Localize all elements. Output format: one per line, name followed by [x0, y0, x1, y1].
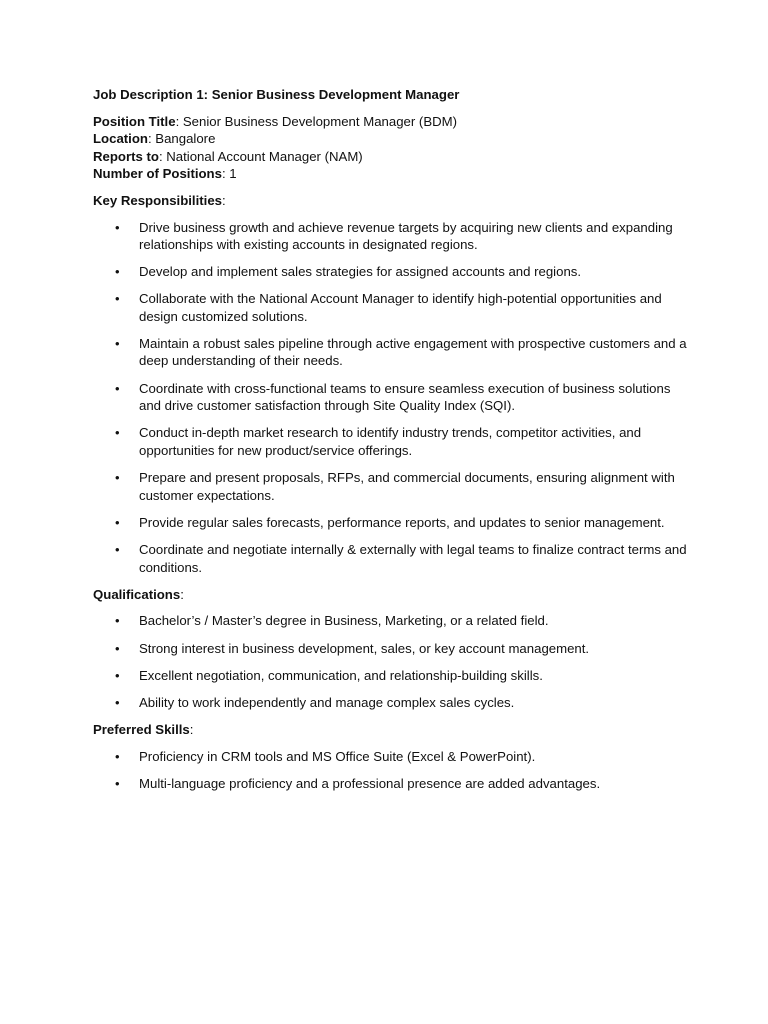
list-item — [93, 469, 693, 504]
list-item-text: Maintain a robust sales pipeline through active engagement with prospective customers and a deep understanding of their needs. — [139, 335, 687, 369]
list-item-text: Develop and implement sales strategies for assigned accounts and regions. — [139, 263, 582, 279]
meta-value: : Bangalore — [147, 131, 216, 147]
list-item-text: Proficiency in CRM tools and MS Office Suite (Excel & PowerPoint). — [139, 748, 536, 764]
document-page — [93, 86, 693, 802]
list-item — [93, 541, 693, 576]
qualifications-list — [93, 612, 693, 711]
list-item-text: Coordinate and negotiate internally & externally with legal teams to finalize contract terms and conditions. — [139, 542, 687, 575]
list-item — [93, 263, 693, 281]
list-item-text: Prepare and present proposals, RFPs, and commercial documents, ensuring alignment with customer expectations. — [139, 470, 675, 503]
meta-location — [93, 130, 693, 148]
bullet-icon: • — [115, 667, 120, 683]
section-colon: : — [180, 586, 184, 602]
section-colon: : — [189, 722, 194, 738]
section-label: Preferred Skills — [93, 722, 190, 738]
bullet-icon: • — [115, 775, 120, 791]
bullet-icon: • — [115, 514, 120, 530]
bullet-icon: • — [115, 335, 120, 351]
bullet-icon: • — [115, 470, 120, 486]
bullet-icon: • — [115, 640, 120, 656]
meta-position-title — [93, 113, 693, 131]
list-item — [93, 748, 693, 766]
responsibilities-list — [93, 219, 693, 577]
bullet-icon: • — [115, 380, 120, 396]
bullet-icon: • — [115, 219, 120, 235]
bullet-icon: • — [115, 425, 120, 441]
list-item-text: Conduct in-depth market research to identify industry trends, competitor activities, and opportunities for new product/service offerings. — [139, 425, 642, 458]
list-item — [93, 640, 693, 658]
list-item-text: Collaborate with the National Account Manager to identify high-potential opportunities and design customized solutions. — [139, 290, 662, 324]
meta-label: Position Title — [93, 113, 176, 129]
meta-label: Reports to — [93, 148, 159, 164]
list-item — [93, 219, 693, 254]
list-item-text: Multi-language proficiency and a professional presence are added advantages. — [139, 775, 601, 791]
bullet-icon: • — [115, 694, 120, 710]
bullet-icon: • — [115, 263, 120, 279]
section-colon: : — [221, 192, 226, 208]
list-item — [93, 667, 693, 685]
list-item-text: Provide regular sales forecasts, performance reports, and updates to senior management. — [139, 514, 665, 530]
section-label: Qualifications — [93, 586, 181, 602]
list-item — [93, 424, 693, 459]
list-item — [93, 335, 693, 370]
bullet-icon: • — [115, 542, 120, 558]
list-item-text: Bachelor’s / Master’s degree in Business, Marketing, or a related field. — [139, 613, 549, 629]
list-item — [93, 514, 693, 532]
list-item — [93, 775, 693, 793]
meta-value: : National Account Manager (NAM) — [158, 148, 363, 164]
preferred-skills-list — [93, 748, 693, 793]
list-item — [93, 694, 693, 712]
list-item — [93, 380, 693, 415]
meta-label: Location — [93, 131, 148, 147]
meta-reports-to — [93, 148, 693, 166]
meta-value: : 1 — [221, 166, 237, 182]
meta-label: Number of Positions — [93, 166, 222, 182]
section-label: Key Responsibilities — [93, 192, 222, 208]
list-item — [93, 290, 693, 325]
job-meta — [93, 113, 693, 183]
preferred-skills-heading — [93, 721, 693, 739]
meta-value: : Senior Business Development Manager (BDM) — [175, 113, 458, 129]
responsibilities-heading — [93, 192, 693, 210]
bullet-icon: • — [115, 748, 120, 764]
qualifications-heading — [93, 586, 693, 604]
list-item-text: Ability to work independently and manage complex sales cycles. — [139, 694, 515, 710]
list-item-text: Strong interest in business development, sales, or key account management. — [139, 640, 590, 656]
document-title: Job Description 1: Senior Business Development Manager — [93, 87, 460, 102]
list-item-text: Drive business growth and achieve revenue targets by acquiring new clients and expanding relationships with existing accounts in designated regions. — [139, 219, 673, 253]
list-item-text: Excellent negotiation, communication, and relationship-building skills. — [139, 667, 543, 683]
list-item-text: Coordinate with cross-functional teams to ensure seamless execution of business solutions and drive customer satisfaction through Site Quality Index (SQI). — [139, 380, 671, 414]
bullet-icon: • — [115, 613, 120, 629]
list-item — [93, 612, 693, 630]
meta-number-of-positions — [93, 165, 693, 183]
bullet-icon: • — [115, 290, 120, 306]
